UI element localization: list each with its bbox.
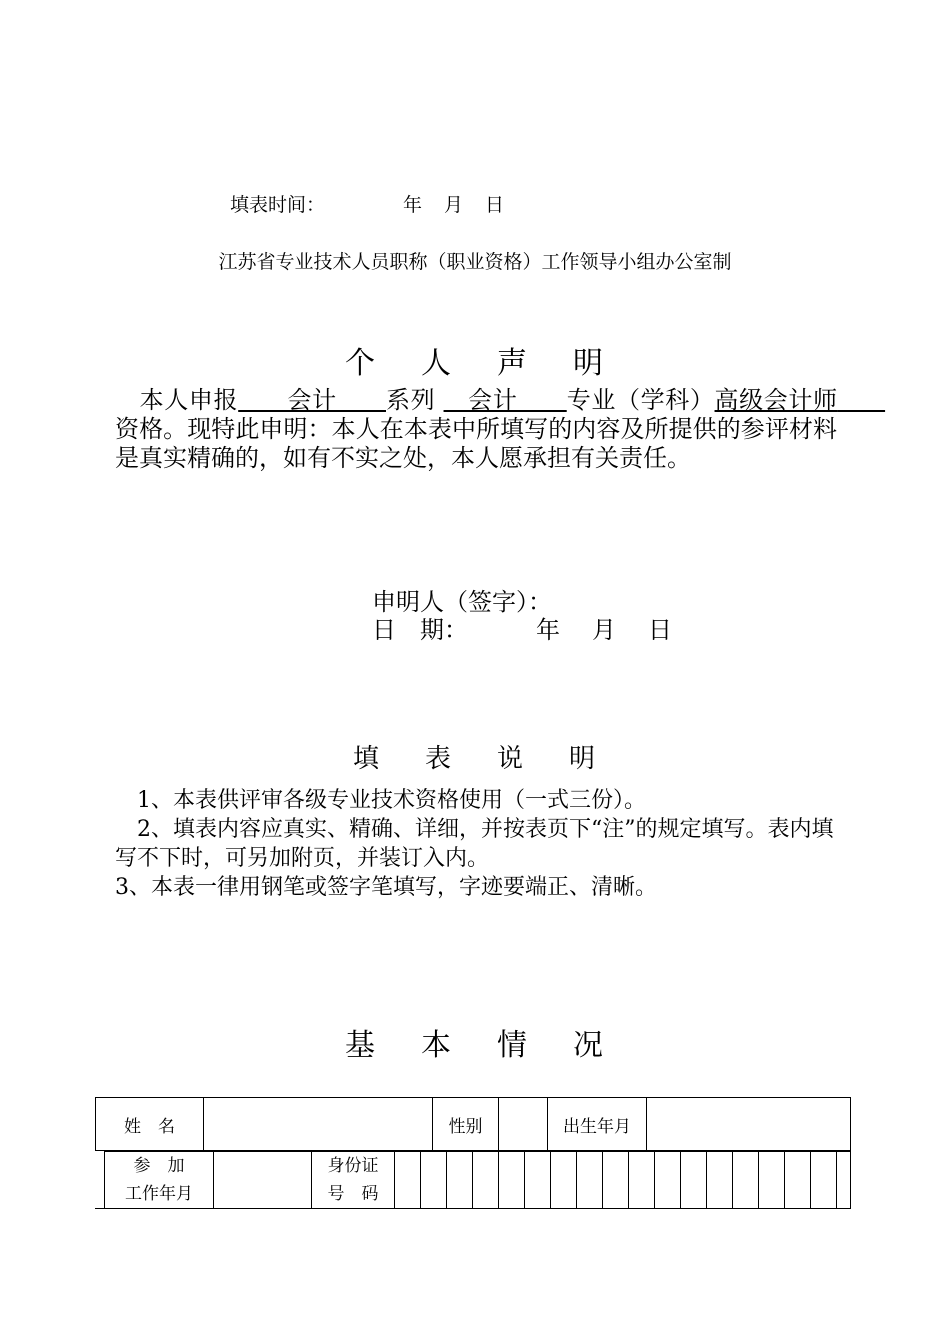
title-char: 明: [573, 346, 605, 381]
title-char: 明: [569, 744, 598, 774]
title-char: 个: [345, 346, 377, 381]
instruction-item: 3、本表一律用钢笔或签字笔填写，字迹要端正、清晰。: [115, 875, 657, 900]
id-digit-cell[interactable]: [395, 1152, 421, 1209]
decl-part: 资格。现特此申明：本人在本表中所填写的内容及所提供的参评材料是真实精确的，如有不实之处，本人愿承担有关责任。: [115, 415, 837, 472]
id-line1: 身份证: [327, 1156, 379, 1176]
instruction-item: 1、本表供评审各级专业技术资格使用（一式三份）。: [115, 788, 646, 813]
basic-info-title: [0, 1020, 950, 1064]
issuer-line: 江苏省专业技术人员职称（职业资格）工作领导小组办公室制: [218, 251, 732, 273]
id-digit-cell[interactable]: [811, 1152, 837, 1209]
fill-year: 年: [403, 194, 423, 216]
id-digit-cell[interactable]: [421, 1152, 447, 1209]
fill-time-line: [230, 190, 504, 217]
title-char: 表: [424, 744, 453, 774]
signer-block: [372, 588, 672, 644]
table-edge-stub: [95, 1208, 105, 1209]
basic-info-row-2: [104, 1151, 851, 1209]
decl-part: 本人申报: [139, 386, 239, 414]
work-start-field[interactable]: [214, 1152, 312, 1209]
title-char: 人: [421, 346, 453, 381]
fill-time-label: 填表时间：: [230, 194, 326, 216]
title-char: 情: [497, 1028, 529, 1063]
indent: [115, 386, 140, 414]
decl-part: 系列: [386, 386, 436, 414]
id-digit-cell[interactable]: [551, 1152, 577, 1209]
birth-label: 出生年月: [548, 1098, 647, 1151]
major-field[interactable]: 会计: [443, 386, 567, 414]
id-digit-cell[interactable]: [499, 1152, 525, 1209]
declaration-title: [0, 338, 950, 382]
work-start-label: [105, 1152, 214, 1209]
gender-field[interactable]: [499, 1098, 548, 1151]
sign-year: 年: [536, 616, 560, 644]
instruction-item: 2、填表内容应真实、精确、详细，并按表页下“注”的规定填写。表内填写不下时，可另加附页，并装订入内。: [115, 817, 834, 871]
work-start-line2: 工作年月: [125, 1184, 193, 1204]
title-char: 说: [497, 744, 526, 774]
title-char: 本: [421, 1028, 453, 1063]
declaration-text: [115, 386, 886, 473]
id-digit-cell[interactable]: [681, 1152, 707, 1209]
series-field[interactable]: 会计: [238, 386, 386, 414]
fill-day: 日: [485, 194, 505, 216]
sign-month: 月: [592, 616, 616, 644]
basic-info-row-1: [95, 1097, 851, 1151]
decl-part: 专业（学科）: [566, 386, 715, 414]
id-digit-cell[interactable]: [707, 1152, 733, 1209]
date-label: 日 期：: [372, 616, 468, 644]
name-field[interactable]: [204, 1098, 433, 1151]
title-char: 填: [352, 744, 381, 774]
work-start-line1: 参 加: [133, 1156, 185, 1176]
id-digit-cell[interactable]: [733, 1152, 759, 1209]
name-label: 姓 名: [96, 1098, 204, 1151]
title-char: 基: [345, 1028, 377, 1063]
instructions-list: [115, 786, 837, 902]
id-digit-cell[interactable]: [603, 1152, 629, 1209]
id-digit-cell[interactable]: [629, 1152, 655, 1209]
instructions-title: [0, 738, 950, 775]
qualification-field[interactable]: 高级会计师: [714, 386, 886, 414]
fill-month: 月: [444, 194, 464, 216]
id-digit-cell[interactable]: [447, 1152, 473, 1209]
id-digit-cell[interactable]: [655, 1152, 681, 1209]
title-char: 况: [573, 1028, 605, 1063]
id-line2: 号 码: [327, 1184, 379, 1204]
title-char: 声: [497, 346, 529, 381]
signer-label: 申明人（签字）：: [372, 588, 552, 616]
id-digit-cell[interactable]: [785, 1152, 811, 1209]
birth-field[interactable]: [647, 1098, 851, 1151]
sign-date-line: [372, 616, 672, 644]
id-label: [312, 1152, 395, 1209]
id-digit-cell[interactable]: [577, 1152, 603, 1209]
id-digit-cell[interactable]: [525, 1152, 551, 1209]
gender-label: 性别: [433, 1098, 499, 1151]
id-digit-cell[interactable]: [837, 1152, 851, 1209]
id-digit-cell[interactable]: [473, 1152, 499, 1209]
id-digit-cell[interactable]: [759, 1152, 785, 1209]
sign-day: 日: [648, 616, 672, 644]
